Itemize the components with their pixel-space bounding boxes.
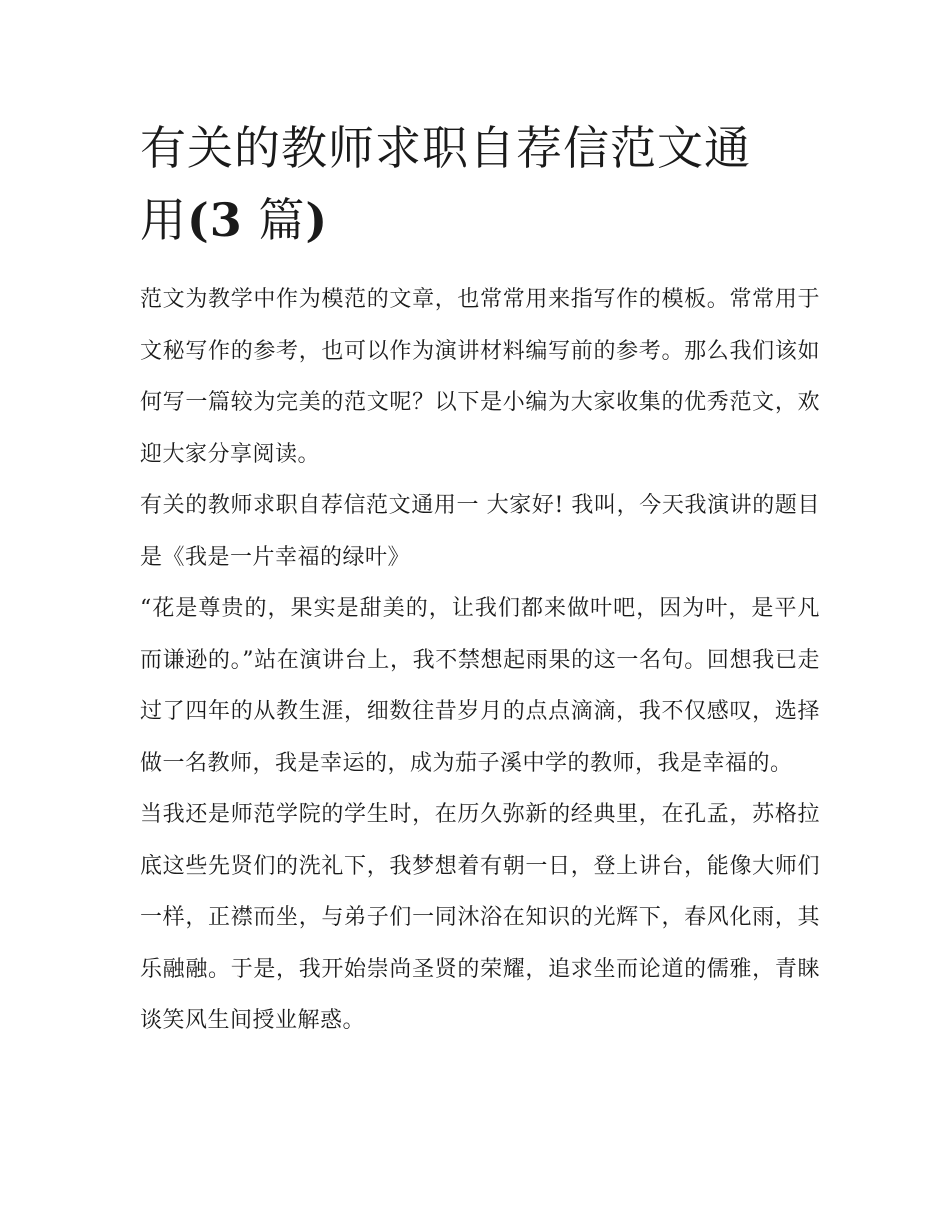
document-body xyxy=(140,274,820,1047)
document-title xyxy=(140,112,820,256)
title-count-open: (3 xyxy=(187,193,243,247)
paragraph-quote: “花是尊贵的，果实是甜美的，让我们都来做叶吧，因为叶，是平凡而谦逊的。”站在演讲台上，我不禁想起雨果的这一名句。回想我已走过了四年的从教生涯，细数往昔岁月的点点滴滴，我不仅感叹，选择做一名教师，我是幸运的，成为茄子溪中学的教师，我是幸福的。 xyxy=(140,596,820,776)
paragraph-greeting: 有关的教师求职自荐信范文通用一 大家好! 我叫，今天我演讲的题目是《我是一片幸福的绿叶》 xyxy=(140,493,820,570)
title-count-close: ) xyxy=(305,193,329,247)
title-line-1: 有关的教师求职自荐信范文通 xyxy=(140,121,751,175)
paragraph-dream: 当我还是师范学院的学生时，在历久弥新的经典里，在孔孟，苏格拉底这些先贤们的洗礼下，我梦想着有朝一日，登上讲台，能像大师们一样，正襟而坐，与弟子们一同沐浴在知识的光辉下，春风化雨，其乐融融。于是，我开始崇尚圣贤的荣耀，追求坐而论道的儒雅，青睐谈笑风生间授业解惑。 xyxy=(140,802,820,1033)
title-line-2-prefix: 用 xyxy=(140,193,187,247)
document-page xyxy=(140,112,820,1047)
paragraph-intro: 范文为教学中作为模范的文章，也常常用来指写作的模板。常常用于文秘写作的参考，也可以作为演讲材料编写前的参考。那么我们该如何写一篇较为完美的范文呢？以下是小编为大家收集的优秀范文，欢迎大家分享阅读。 xyxy=(140,287,820,467)
title-count-unit: 篇 xyxy=(242,193,306,247)
